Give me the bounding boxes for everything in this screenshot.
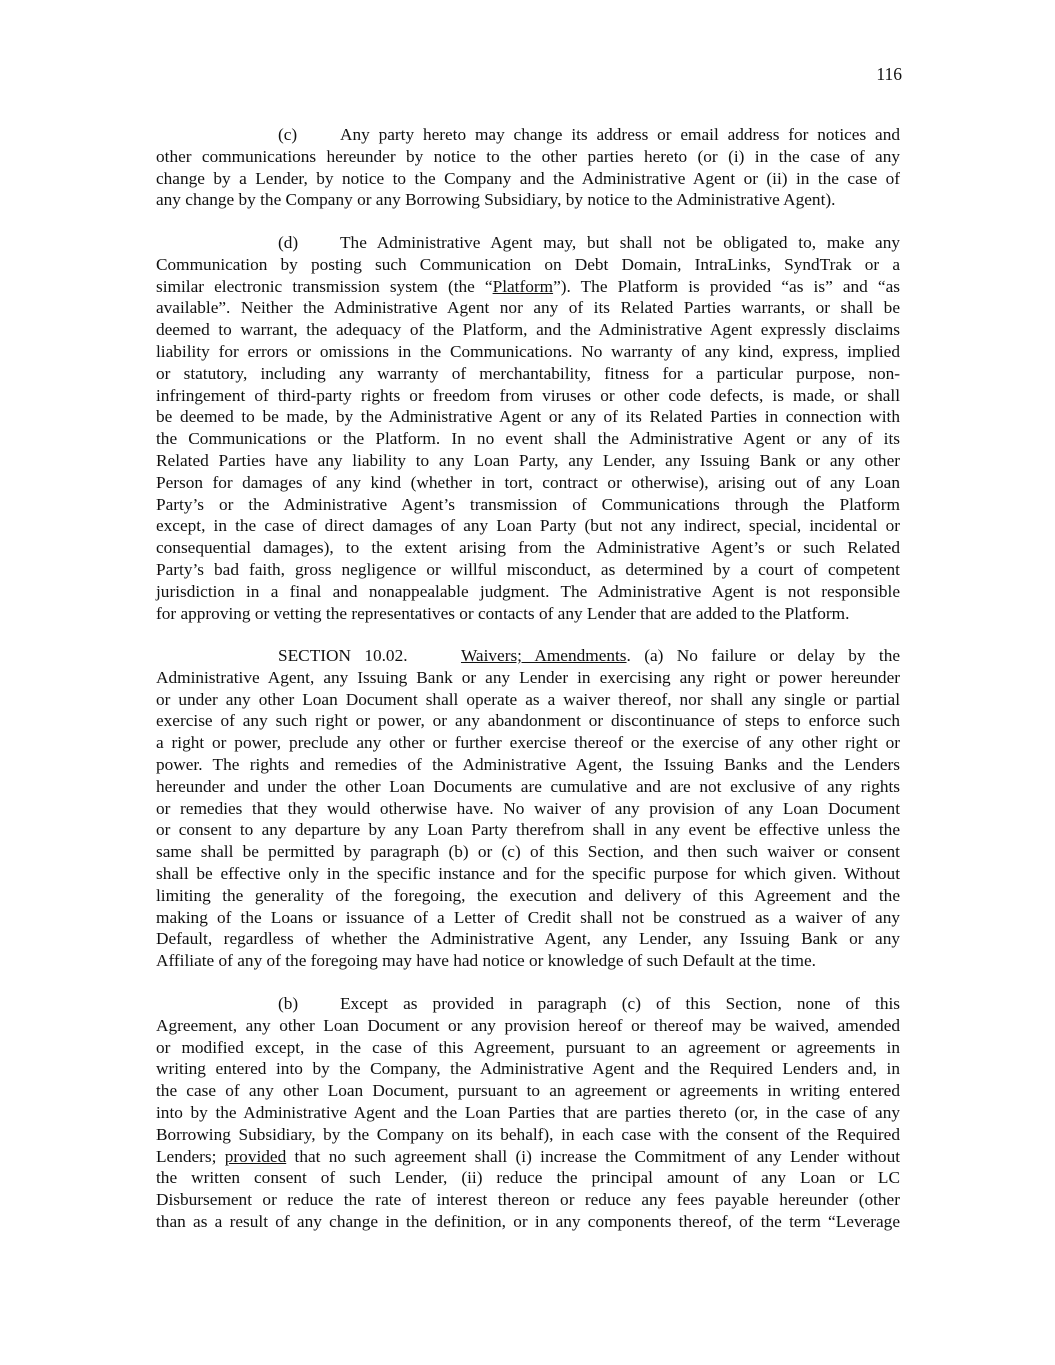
paragraph-c-line-4: any change by the Company or any Borrowing Subsidiary, by notice to the Administrative Agent). bbox=[156, 190, 836, 210]
section-10-02-line-5: a right or power, preclude any other or further exercise thereof or the exercise of any other right or bbox=[156, 733, 900, 753]
paragraph-c-line-2: other communications hereunder by notice to the other parties hereto (or (i) in the case of any bbox=[156, 146, 900, 166]
paragraph-d-line-4: available”. Neither the Administrative Agent nor any of its Related Parties warrants, or shall be bbox=[156, 298, 900, 318]
section-10-02-line-13: making of the Loans or issuance of a Letter of Credit shall not be construed as a waiver of any bbox=[156, 907, 900, 927]
paragraph-d-line-12: Person for damages of any kind (whether in tort, contract or otherwise), arising out of any Loan bbox=[156, 472, 900, 492]
paragraph-d-line-2: Communication by posting such Communication on Debt Domain, IntraLinks, SyndTrak or a bbox=[156, 254, 900, 274]
paragraph-b bbox=[156, 993, 900, 1233]
paragraph-c-line-3: change by a Lender, by notice to the Company and the Administrative Agent or (ii) in the case of bbox=[156, 168, 900, 188]
paragraph-d-line-8: infringement of third-party rights or freedom from viruses or other code defects, is made, or shall bbox=[156, 385, 900, 405]
paragraph-label: (b) bbox=[278, 994, 299, 1013]
section-10-02-line-14: Default, regardless of whether the Administrative Agent, any Lender, any Issuing Bank or any bbox=[156, 929, 900, 949]
section-10-02-line-15: Affiliate of any of the foregoing may have had notice or knowledge of such Default at the time. bbox=[156, 951, 816, 971]
paragraph-b-line-8: Lenders; provided that no such agreement shall (i) increase the Commitment of any Lender without bbox=[156, 1146, 901, 1166]
section-heading: Waivers; Amendments bbox=[460, 646, 627, 665]
paragraph-d-line-5: deemed to warrant, the adequacy of the Platform, and the Administrative Agent expressly disclaims bbox=[156, 320, 900, 340]
paragraph-label: (c) bbox=[278, 125, 298, 144]
page-number: 116 bbox=[876, 64, 902, 84]
paragraph-d-line-3: similar electronic transmission system (the “Platform”). The Platform is provided “as is” and “as bbox=[156, 276, 900, 296]
paragraph-b-line-2: Agreement, any other Loan Document or any provision hereof or thereof may be waived, amended bbox=[156, 1015, 900, 1035]
paragraph-d-line-17: jurisdiction in a final and nonappealable judgment. The Administrative Agent is not responsible bbox=[156, 581, 900, 601]
paragraph-d-line-13: Party’s or the Administrative Agent’s transmission of Communications through the Platform bbox=[156, 494, 900, 514]
paragraph-d-line-9: be deemed to be made, by the Administrative Agent or any of its Related Parties in connection with bbox=[156, 407, 900, 427]
paragraph-d bbox=[156, 232, 900, 624]
paragraph-d-line-15: consequential damages), to the extent arising from the Administrative Agent’s or such Related bbox=[156, 538, 900, 558]
section-10-02-line-3: or under any other Loan Document shall operate as a waiver thereof, nor shall any single or partial bbox=[156, 689, 900, 709]
paragraph-b-line-5: the case of any other Loan Document, pursuant to an agreement or agreements in writing entered bbox=[156, 1081, 900, 1101]
section-10-02-line-12: limiting the generality of the foregoing, the execution and delivery of this Agreement and the bbox=[156, 885, 900, 905]
paragraph-b-line-6: into by the Administrative Agent and the Loan Parties that are parties thereto (or, in the case of any bbox=[156, 1102, 900, 1122]
paragraph-d-line-6: liability for errors or omissions in the Communications. No warranty of any kind, express, implied bbox=[156, 341, 900, 361]
paragraph-b-line-10: Disbursement or reduce the rate of interest thereon or reduce any fees payable hereunder (other bbox=[156, 1190, 900, 1210]
section-10-02 bbox=[156, 645, 900, 972]
section-10-02-line-1: SECTION 10.02. Waivers; Amendments. (a) No failure or delay by the bbox=[278, 646, 901, 665]
defined-term-provided: provided bbox=[224, 1146, 287, 1166]
paragraph-c bbox=[156, 124, 900, 211]
paragraph-b-line-11: than as a result of any change in the definition, or in any components thereof, of the term “Leverage bbox=[156, 1211, 900, 1231]
paragraph-d-line-14: except, in the case of direct damages of any Loan Party (but not any indirect, special, incidental or bbox=[156, 516, 900, 536]
section-label: SECTION 10.02. bbox=[278, 646, 408, 665]
section-10-02-line-6: power. The rights and remedies of the Administrative Agent, the Issuing Banks and the Lenders bbox=[156, 754, 900, 774]
section-10-02-line-11: shall be effective only in the specific instance and for the specific purpose for which given. Without bbox=[156, 863, 900, 883]
paragraph-b-line-7: Borrowing Subsidiary, by the Company on its behalf), in each case with the consent of the Required bbox=[156, 1124, 900, 1144]
paragraph-b-line-9: the written consent of such Lender, (ii) reduce the principal amount of any Loan or LC bbox=[156, 1168, 900, 1188]
paragraph-label: (d) bbox=[278, 233, 299, 252]
paragraph-b-line-4: writing entered into by the Company, the Administrative Agent and the Required Lenders and, in bbox=[156, 1059, 900, 1079]
paragraph-c-line-1: (c) Any party hereto may change its address or email address for notices and bbox=[278, 125, 900, 144]
section-10-02-line-7: hereunder and under the other Loan Documents are cumulative and are not exclusive of any rights bbox=[156, 776, 900, 796]
paragraph-d-line-7: or statutory, including any warranty of merchantability, fitness for a particular purpose, non- bbox=[156, 363, 900, 383]
paragraph-b-line-3: or modified except, in the case of this Agreement, pursuant to an agreement or agreements in bbox=[156, 1037, 900, 1057]
section-10-02-line-10: same shall be permitted by paragraph (b) or (c) of this Section, and then such waiver or consent bbox=[156, 842, 900, 862]
section-10-02-line-8: or remedies that they would otherwise have. No waiver of any provision of any Loan Document bbox=[156, 798, 900, 818]
paragraph-d-line-1: (d) The Administrative Agent may, but shall not be obligated to, make any bbox=[278, 233, 900, 252]
defined-term-platform: Platform bbox=[492, 276, 554, 296]
paragraph-d-line-11: Related Parties have any liability to any Loan Party, any Lender, any Issuing Bank or any other bbox=[156, 450, 900, 470]
section-10-02-line-9: or consent to any departure by any Loan Party therefrom shall in any event be effective unless the bbox=[156, 820, 900, 840]
paragraph-d-line-18: for approving or vetting the representatives or contacts of any Lender that are added to the Platform. bbox=[156, 603, 850, 623]
section-10-02-line-4: exercise of any such right or power, or any abandonment or discontinuance of steps to enforce such bbox=[156, 711, 900, 731]
section-10-02-line-2: Administrative Agent, any Issuing Bank or any Lender in exercising any right or power hereunder bbox=[156, 667, 900, 687]
paragraph-b-line-1: (b) Except as provided in paragraph (c) of this Section, none of this bbox=[278, 994, 900, 1013]
paragraph-d-line-10: the Communications or the Platform. In no event shall the Administrative Agent or any of its bbox=[156, 429, 900, 449]
paragraph-d-line-16: Party’s bad faith, gross negligence or willful misconduct, as determined by a court of competent bbox=[156, 559, 900, 579]
